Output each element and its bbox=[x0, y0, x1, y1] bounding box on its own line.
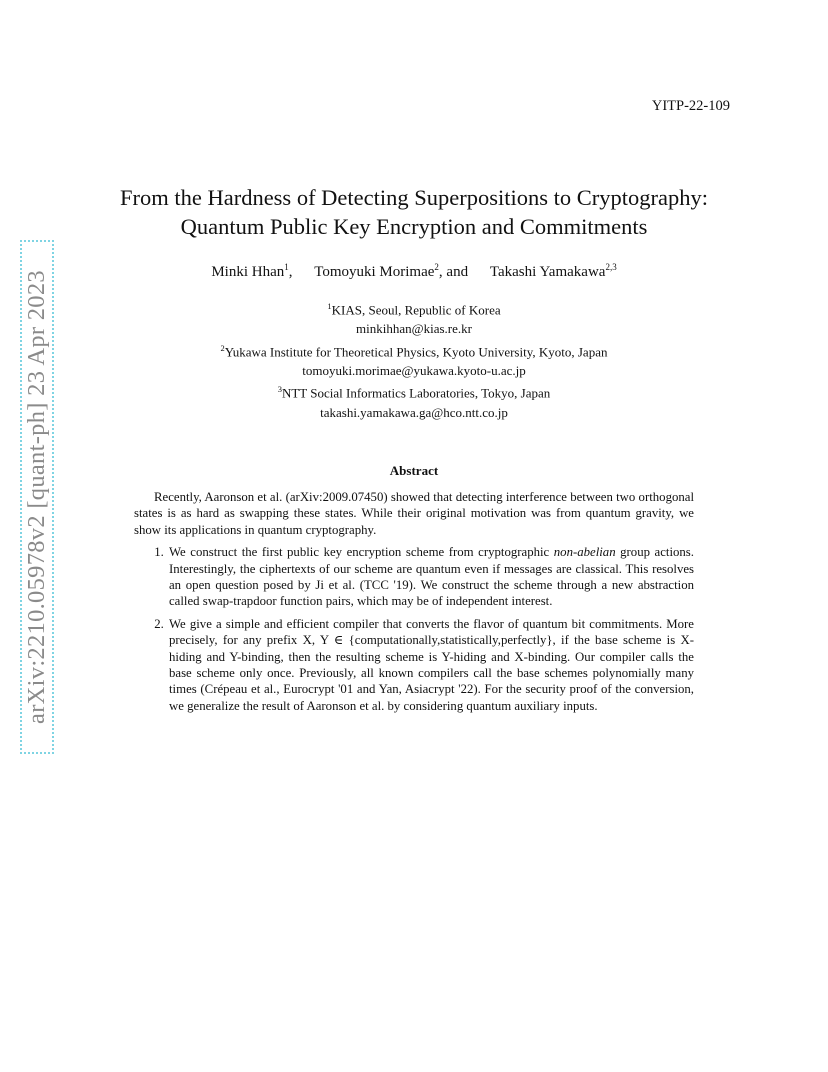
affiliation-3 bbox=[0, 380, 828, 403]
contribution-item-2: 2. We give a simple and efficient compiler that converts the flavor of quantum bit commitments. More precisely, for any prefix X, Y ∈ {computationally,statistically,perfectly}, if the base scheme is X-hiding and Y-binding, then the resulting scheme is Y-hiding and X-binding. Our compiler calls the base scheme only once. Previously, all known compilers call the base schemes polynomially many times (Crépeau et al., Eurocrypt '01 and Yan, Asiacrypt '22). For the security proof of the conversion, we generalize the result of Aaronson et al. by considering quantum auxiliary inputs. bbox=[167, 616, 694, 714]
affil-text: NTT Social Informatics Laboratories, Tokyo, Japan bbox=[281, 385, 551, 401]
author-separator: , bbox=[288, 264, 293, 280]
abstract-intro: Recently, Aaronson et al. (arXiv:2009.07450) showed that detecting interference between two orthogonal states is as hard as swapping these states. While their original motivation was from quantum gravity, we show its applications in quantum cryptography. bbox=[134, 490, 694, 537]
author-3 bbox=[490, 264, 617, 280]
email-2: tomoyuki.morimae@yukawa.kyoto-u.ac.jp bbox=[302, 362, 526, 378]
abstract-body bbox=[134, 489, 694, 720]
author-name: Minki Hhan bbox=[211, 264, 285, 280]
item-text: We construct the first public key encryption scheme from cryptographic bbox=[169, 545, 554, 560]
title-line-2: Quantum Public Key Encryption and Commitments bbox=[180, 214, 648, 239]
affil-mark: 1 bbox=[327, 301, 332, 311]
author-list bbox=[0, 262, 828, 281]
email-3: takashi.yamakawa.ga@hco.ntt.co.jp bbox=[320, 404, 508, 420]
abstract-heading: Abstract bbox=[389, 463, 439, 478]
paper-title bbox=[0, 183, 828, 241]
affiliation-2 bbox=[0, 339, 828, 362]
affil-text: KIAS, Seoul, Republic of Korea bbox=[331, 302, 501, 318]
author-affil-mark: 2 bbox=[434, 262, 439, 272]
email-1: minkihhan@kias.re.kr bbox=[356, 321, 472, 337]
affil-mark: 2 bbox=[220, 342, 225, 353]
item-emphasis: non-abelian bbox=[553, 545, 616, 560]
contribution-item-1 bbox=[167, 544, 694, 610]
affiliations bbox=[0, 297, 828, 422]
author-separator: , and bbox=[438, 264, 469, 280]
affil-text: Yukawa Institute for Theoretical Physics, Kyoto University, Kyoto, Japan bbox=[224, 344, 608, 360]
author-affil-mark: 1 bbox=[284, 262, 289, 272]
arxiv-stamp-text: arXiv:2210.05978v2 [quant-ph] 23 Apr 2023 bbox=[23, 270, 50, 724]
author-1 bbox=[211, 264, 292, 280]
report-id: YITP-22-109 bbox=[651, 98, 730, 114]
author-name: Tomoyuki Morimae bbox=[314, 264, 435, 280]
affil-mark: 3 bbox=[277, 384, 282, 395]
item-text: group actions. Interestingly, the ciphertexts of our scheme are quantum even if messages are classical. This resolves an open question posed by Ji et al. (TCC '19). We construct the scheme through a new abstraction called swap-trapdoor function pairs, which may be of independent interest. bbox=[169, 545, 694, 609]
author-name: Takashi Yamakawa bbox=[489, 264, 606, 280]
author-2 bbox=[314, 264, 468, 280]
contribution-list bbox=[134, 544, 694, 714]
author-affil-mark: 2,3 bbox=[605, 262, 617, 272]
title-line-1: From the Hardness of Detecting Superpositions to Cryptography: bbox=[119, 185, 709, 210]
affiliation-1 bbox=[0, 297, 828, 320]
